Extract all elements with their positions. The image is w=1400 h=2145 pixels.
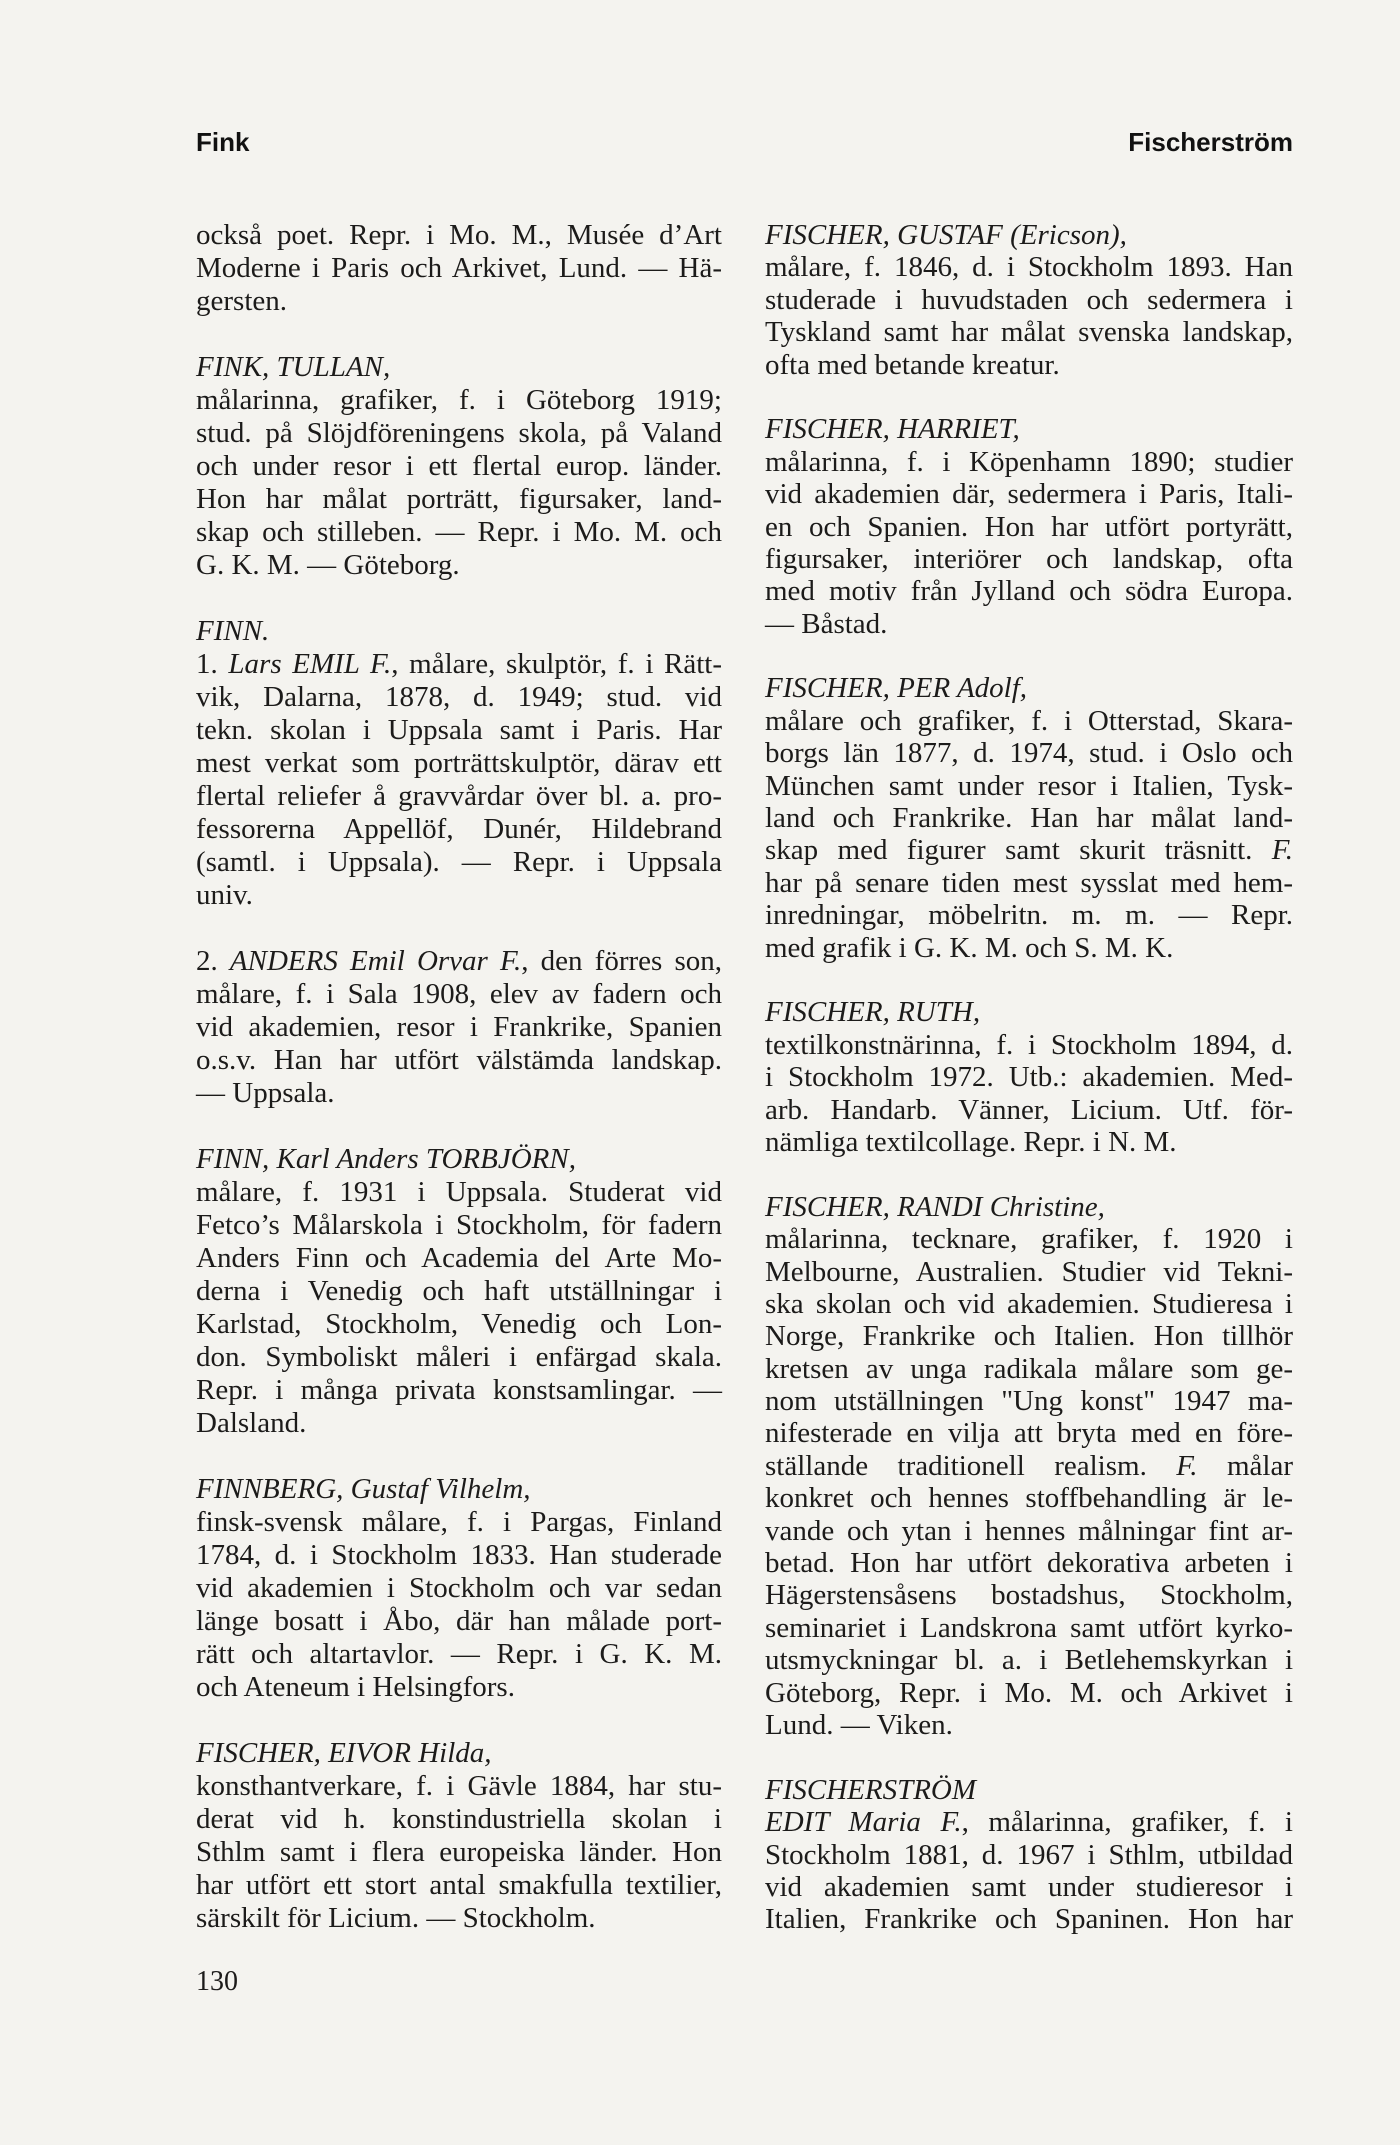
text-run: fessorerna Appellöf, Dunér, Hildebrand (196, 813, 722, 845)
entry-paragraph (196, 648, 722, 912)
entry-heading (196, 615, 722, 648)
italic-text-run: FINK, TULLAN, (196, 351, 391, 383)
text-run: har på senare tiden mest sysslat med hem- (765, 866, 1293, 899)
text-line (196, 1275, 722, 1308)
text-line (196, 1044, 722, 1077)
text-run: nifesterade en vilja att bryta med en före- (765, 1417, 1293, 1450)
text-run: borgs län 1877, d. 1974, stud. i Oslo och (765, 737, 1293, 770)
text-line (765, 1223, 1293, 1255)
text-line (765, 1417, 1293, 1449)
text-run: målare, f. 1846, d. i Stockholm 1893. Han (765, 251, 1293, 284)
text-run: skap med figurer samt skurit träsnitt. (765, 834, 1272, 867)
text-line (765, 575, 1293, 607)
text-line (765, 705, 1293, 737)
lexicon-entry (196, 351, 722, 582)
text-run: , den förres son, (521, 945, 723, 977)
text-line (765, 1450, 1293, 1482)
text-line (765, 608, 1293, 640)
text-run: målare, f. 1931 i Uppsala. Studerat vid (196, 1176, 722, 1208)
text-run: Dalsland. (196, 1407, 307, 1439)
text-run: Italien, Frankrike och Spaninen. Hon har (765, 1903, 1293, 1936)
text-line (196, 681, 722, 714)
text-line (196, 549, 722, 582)
text-line (196, 1176, 722, 1209)
text-run: univ. (196, 879, 253, 911)
text-line (196, 1770, 722, 1803)
text-line (765, 478, 1293, 510)
text-line (765, 802, 1293, 834)
text-run: gersten. (196, 285, 287, 317)
text-run: Moderne i Paris och Arkivet, Lund. — Hä- (196, 252, 722, 284)
text-line (196, 1374, 722, 1407)
entry-heading (196, 1143, 722, 1176)
text-line (196, 1407, 722, 1440)
italic-text-run: Lars EMIL F. (228, 648, 392, 680)
text-run: i Stockholm 1972. Utb.: akademien. Med- (765, 1061, 1293, 1094)
text-run: målarinna, f. i Köpenhamn 1890; studier (765, 445, 1293, 478)
text-run: G. K. M. — Göteborg. (196, 549, 460, 581)
text-line (765, 1094, 1293, 1126)
text-run: med motiv från Jylland och södra Europa. (765, 575, 1293, 608)
italic-text-run: F. (1176, 1449, 1198, 1482)
text-line (765, 349, 1293, 381)
text-run: och under resor i ett flertal europ. länder. (196, 450, 722, 482)
text-run: vid akademien, resor i Frankrike, Spanien (196, 1011, 722, 1043)
text-line (765, 1547, 1293, 1579)
text-run: målarinna, grafiker, f. i Göteborg 1919; (196, 384, 722, 416)
text-run: vid akademien samt under studieresor i (765, 1870, 1293, 1903)
lexicon-entry (765, 672, 1293, 964)
text-line (765, 1061, 1293, 1093)
text-run: målare och grafiker, f. i Otterstad, Skara- (765, 704, 1293, 737)
left-column (196, 219, 722, 1935)
text-run: vik, Dalarna, 1878, d. 1949; stud. vid (196, 681, 722, 713)
italic-text-run: F. (1271, 834, 1293, 867)
text-run: derat vid h. konstindustriella skolan i (196, 1803, 722, 1835)
text-line (765, 446, 1293, 478)
text-run: Repr. i många privata konstsamlingar. — (196, 1374, 722, 1406)
text-line (196, 813, 722, 846)
text-run: Karlstad, Stockholm, Venedig och Lon- (196, 1308, 722, 1340)
text-run: en och Spanien. Hon har utfört portyrätt, (765, 510, 1293, 543)
text-line (196, 1671, 722, 1704)
lexicon-entry (196, 1143, 722, 1440)
text-run: konsthantverkare, f. i Gävle 1884, har stu- (196, 1770, 722, 1802)
entry-paragraph (765, 1029, 1293, 1159)
text-run: betad. Hon har utfört dekorativa arbeten i (765, 1547, 1293, 1580)
text-line (196, 945, 722, 978)
text-line (765, 834, 1293, 866)
text-line (765, 737, 1293, 769)
text-line (765, 770, 1293, 802)
entry-paragraph (765, 1223, 1293, 1741)
text-line (196, 285, 722, 318)
italic-text-run: FISCHERSTRÖM (765, 1773, 977, 1806)
text-line (765, 1126, 1293, 1158)
text-run: München samt under resor i Italien, Tysk- (765, 769, 1293, 802)
entry-heading (765, 1191, 1293, 1223)
text-line (196, 252, 722, 285)
text-line (765, 1353, 1293, 1385)
text-run: arb. Handarb. Vänner, Licium. Utf. för- (765, 1093, 1293, 1126)
entry-paragraph (765, 446, 1293, 640)
text-run: mest verkat som porträttskulptör, därav ett (196, 747, 722, 779)
text-line (196, 1242, 722, 1275)
text-run: stud. på Slöjdföreningens skola, på Valand (196, 417, 722, 449)
text-run: konkret och hennes stoffbehandling är le- (765, 1482, 1293, 1515)
text-line (196, 1902, 722, 1935)
running-head-right: Fischerström (1128, 127, 1293, 157)
text-line (765, 511, 1293, 543)
continued-entry (196, 219, 722, 318)
text-line (765, 316, 1293, 348)
text-line (196, 417, 722, 450)
text-run: med grafik i G. K. M. och S. M. K. (765, 931, 1174, 964)
text-run: ställande traditionell realism. (765, 1449, 1177, 1482)
text-run: tekn. skolan i Uppsala samt i Paris. Har (196, 714, 722, 746)
text-line (765, 1320, 1293, 1352)
text-run: Göteborg, Repr. i Mo. M. och Arkivet i (765, 1676, 1293, 1709)
entry-paragraph (196, 384, 722, 582)
text-line (765, 1288, 1293, 1320)
text-line (765, 1612, 1293, 1644)
text-line (196, 1539, 722, 1572)
text-line (196, 1803, 722, 1836)
text-line (765, 1709, 1293, 1741)
text-run: vande och ytan i hennes målningar fint ar- (765, 1514, 1293, 1547)
italic-text-run: FISCHER, GUSTAF (Ericson), (765, 219, 1127, 251)
lexicon-entry (196, 615, 722, 1110)
text-line (196, 1077, 722, 1110)
entry-paragraph (196, 219, 722, 318)
text-line (196, 1605, 722, 1638)
text-line (765, 1256, 1293, 1288)
lexicon-entry (196, 1737, 722, 1935)
text-line (765, 251, 1293, 283)
entry-heading (765, 996, 1293, 1028)
text-line (765, 1579, 1293, 1611)
entry-heading (765, 1774, 1293, 1806)
text-line (765, 1029, 1293, 1061)
text-run: Hon har målat porträtt, figursaker, land- (196, 483, 722, 515)
text-line (196, 780, 722, 813)
text-line (196, 879, 722, 912)
right-column (765, 219, 1293, 1936)
text-run: rätt och altartavlor. — Repr. i G. K. M. (196, 1638, 722, 1670)
text-run: , målarinna, grafiker, f. i (961, 1806, 1293, 1839)
text-line (765, 1385, 1293, 1417)
text-run: har utfört ett stort antal smakfulla textilier, (196, 1869, 722, 1901)
lexicon-entry (765, 996, 1293, 1158)
entry-heading (196, 351, 722, 384)
text-run: Anders Finn och Academia del Arte Mo- (196, 1242, 722, 1274)
text-run: också poet. Repr. i Mo. M., Musée d’Art (196, 219, 722, 251)
text-run: , målare, skulptör, f. i Rätt- (391, 648, 723, 680)
text-line (196, 219, 722, 252)
italic-text-run: EDIT Maria F. (765, 1806, 962, 1839)
text-line (196, 1209, 722, 1242)
text-run: nämliga textilcollage. Repr. i N. M. (765, 1125, 1177, 1158)
entry-heading (765, 413, 1293, 445)
text-run: studerade i huvudstaden och sedermera i (765, 283, 1293, 316)
text-run: målarinna, tecknare, grafiker, f. 1920 i (765, 1223, 1293, 1256)
entry-heading (765, 672, 1293, 704)
text-line (765, 1515, 1293, 1547)
text-line (765, 1806, 1293, 1838)
text-run: ska skolan och vid akademien. Studieresa i (765, 1287, 1293, 1320)
text-run: (samtl. i Uppsala). — Repr. i Uppsala (196, 846, 722, 878)
text-run: 2. (196, 945, 230, 977)
text-run: figursaker, interiörer och landskap, ofta (765, 542, 1293, 575)
italic-text-run: FINN. (196, 615, 270, 647)
text-line (196, 384, 722, 417)
text-run: Sthlm samt i flera europeiska länder. Hon (196, 1836, 722, 1868)
entry-heading (196, 1473, 722, 1506)
text-run: seminariet i Landskrona samt utfört kyrko- (765, 1611, 1293, 1644)
lexicon-entry (765, 219, 1293, 381)
text-run: målar (1197, 1449, 1293, 1482)
entry-paragraph (196, 1770, 722, 1935)
entry-paragraph (765, 1806, 1293, 1936)
text-line (196, 1341, 722, 1374)
entry-heading (196, 1737, 722, 1770)
text-line (196, 1011, 722, 1044)
text-line (196, 1308, 722, 1341)
text-line (196, 1869, 722, 1902)
text-line (196, 1836, 722, 1869)
entry-paragraph (196, 945, 722, 1110)
page-number: 130 (196, 1966, 238, 1997)
text-line (765, 284, 1293, 316)
text-run: Hägerstensåsens bostadshus, Stockholm, (765, 1579, 1293, 1612)
text-line (196, 516, 722, 549)
text-run: målare, f. i Sala 1908, elev av fadern och (196, 978, 722, 1010)
text-line (196, 648, 722, 681)
text-run: Fetco’s Målarskola i Stockholm, för fadern (196, 1209, 722, 1241)
lexicon-entry (765, 413, 1293, 640)
text-run: vid akademien i Stockholm och var sedan (196, 1572, 722, 1604)
text-run: o.s.v. Han har utfört välstämda landskap. (196, 1044, 722, 1076)
text-line (765, 867, 1293, 899)
italic-text-run: FISCHER, PER Adolf, (765, 672, 1028, 705)
italic-text-run: FISCHER, EIVOR Hilda, (196, 1737, 492, 1769)
text-run: don. Symboliskt måleri i enfärgad skala. (196, 1341, 722, 1373)
text-run: Norge, Frankrike och Italien. Hon tillhör (765, 1320, 1293, 1353)
text-run: flertal reliefer å gravvårdar över bl. a. pro- (196, 780, 722, 812)
text-run: skap och stilleben. — Repr. i Mo. M. och (196, 516, 722, 548)
italic-text-run: FISCHER, HARRIET, (765, 413, 1020, 446)
entry-paragraph (196, 1506, 722, 1704)
text-run: särskilt för Licium. — Stockholm. (196, 1902, 596, 1934)
entry-paragraph (765, 705, 1293, 964)
text-run: derna i Venedig och haft utställningar i (196, 1275, 722, 1307)
text-run: nom utställningen "Ung konst" 1947 ma- (765, 1385, 1293, 1418)
text-run: finsk-svensk målare, f. i Pargas, Finland (196, 1506, 722, 1538)
lexicon-entry (765, 1774, 1293, 1936)
text-run: och Ateneum i Helsingfors. (196, 1671, 515, 1703)
text-line (196, 714, 722, 747)
text-run: textilkonstnärinna, f. i Stockholm 1894, d. (765, 1028, 1293, 1061)
running-head-left: Fink (196, 127, 250, 157)
text-line (765, 1871, 1293, 1903)
text-line (765, 1644, 1293, 1676)
text-run: land och Frankrike. Han har målat land- (765, 802, 1293, 835)
text-line (196, 978, 722, 1011)
text-run: Stockholm 1881, d. 1967 i Sthlm, utbildad (765, 1838, 1293, 1871)
text-line (765, 1903, 1293, 1935)
italic-text-run: FISCHER, RANDI Christine, (765, 1190, 1105, 1223)
text-line (196, 1506, 722, 1539)
text-line (765, 1677, 1293, 1709)
entry-heading (765, 219, 1293, 251)
entry-paragraph (765, 251, 1293, 381)
text-run: 1. (196, 648, 229, 680)
text-line (765, 899, 1293, 931)
text-run: utsmyckningar bl. a. i Betlehemskyrkan i (765, 1644, 1293, 1677)
text-run: Melbourne, Australien. Studier vid Tekni- (765, 1255, 1293, 1288)
text-line (765, 1839, 1293, 1871)
italic-text-run: FINN, Karl Anders TORBJÖRN, (196, 1143, 576, 1175)
italic-text-run: FISCHER, RUTH, (765, 996, 981, 1029)
text-line (196, 846, 722, 879)
text-run: — Uppsala. (196, 1077, 335, 1109)
italic-text-run: FINNBERG, Gustaf Vilhelm, (196, 1473, 531, 1505)
italic-text-run: ANDERS Emil Orvar F. (229, 945, 522, 977)
lexicon-entry (765, 1191, 1293, 1742)
text-line (765, 1482, 1293, 1514)
text-run: Lund. — Viken. (765, 1708, 953, 1741)
entry-paragraph (196, 1176, 722, 1440)
text-run: Tyskland samt har målat svenska landskap, (765, 316, 1293, 349)
text-line (196, 747, 722, 780)
text-run: — Båstad. (765, 607, 888, 640)
text-run: inredningar, möbelritn. m. m. — Repr. (765, 899, 1293, 932)
text-run: kretsen av unga radikala målare som ge- (765, 1352, 1293, 1385)
text-run: 1784, d. i Stockholm 1833. Han studerade (196, 1539, 722, 1571)
text-line (765, 543, 1293, 575)
lexicon-entry (196, 1473, 722, 1704)
text-run: ofta med betande kreatur. (765, 348, 1060, 381)
text-line (196, 1572, 722, 1605)
text-run: länge bosatt i Åbo, där han målade port- (196, 1605, 722, 1637)
text-line (196, 483, 722, 516)
text-line (196, 450, 722, 483)
text-run: vid akademien där, sedermera i Paris, Itali- (765, 478, 1293, 511)
text-line (765, 932, 1293, 964)
text-line (196, 1638, 722, 1671)
